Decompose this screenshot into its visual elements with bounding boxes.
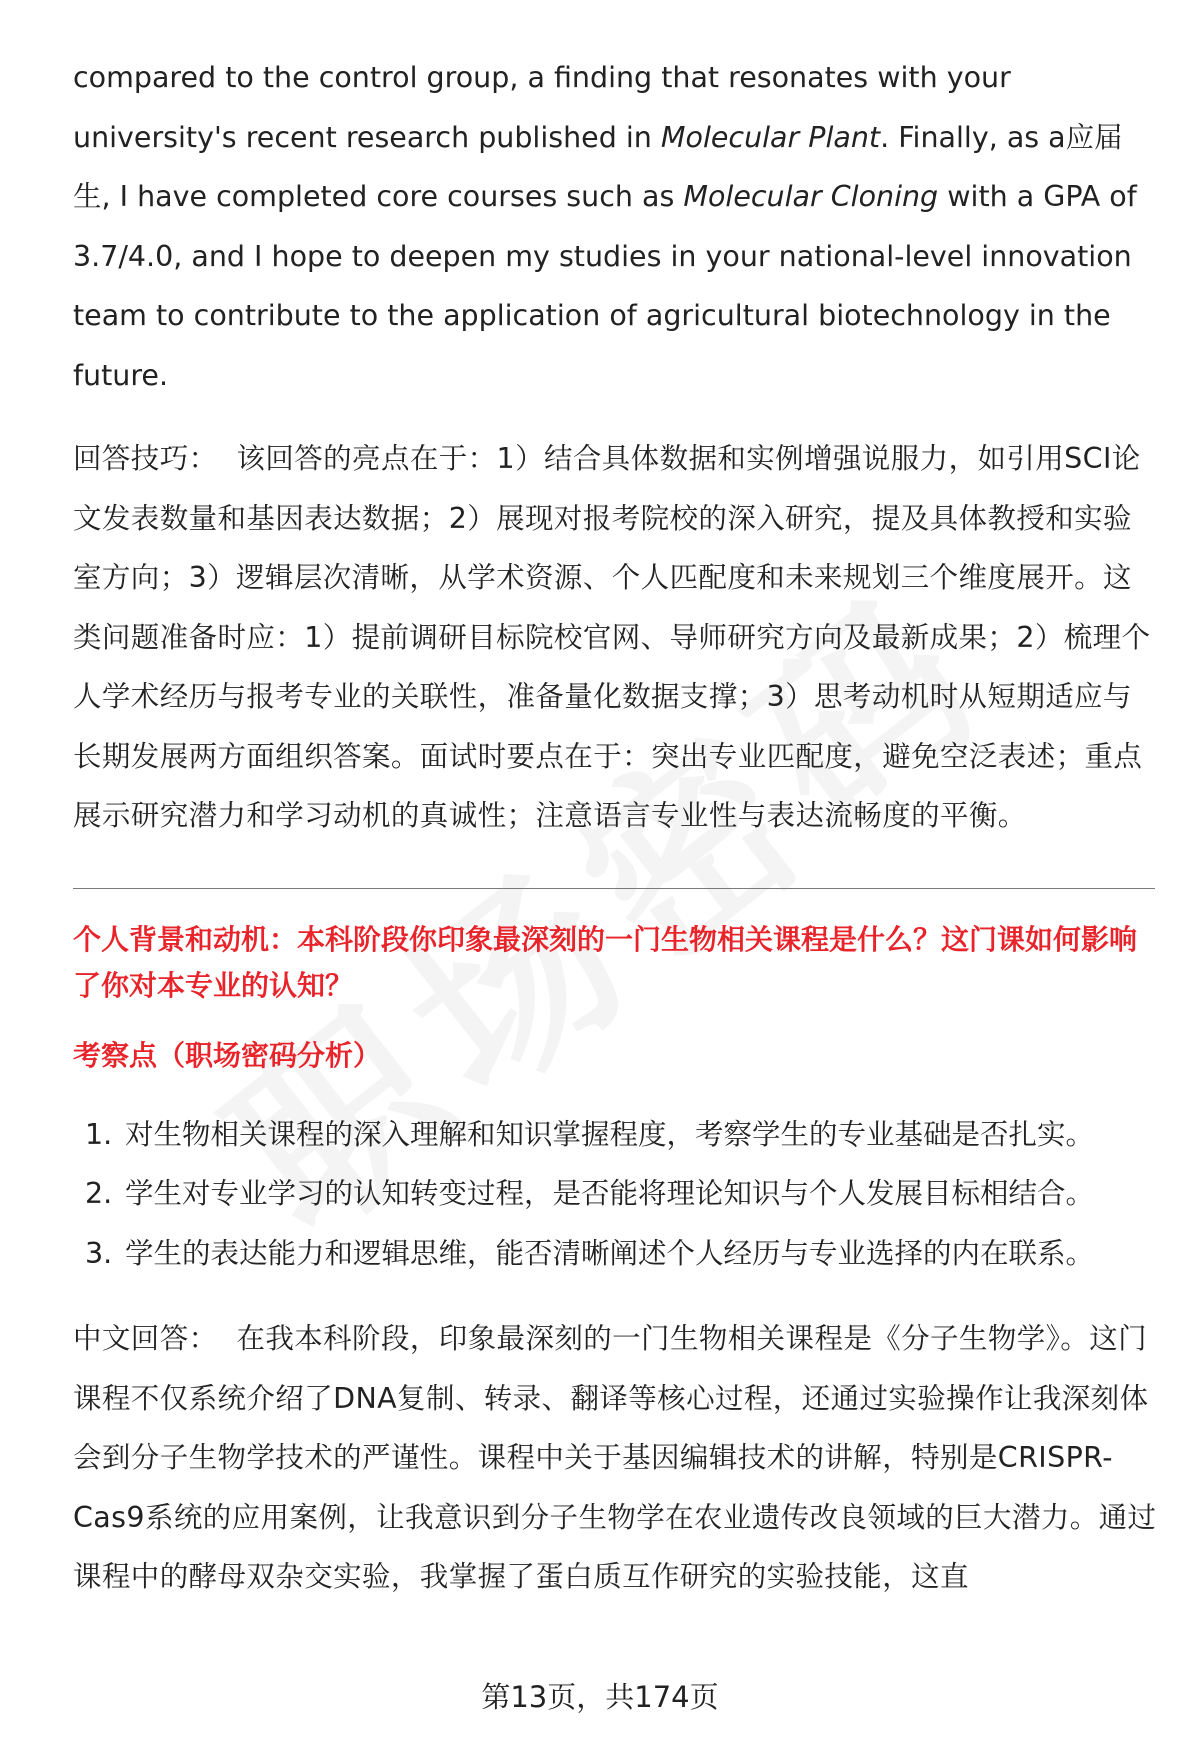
chinese-answer-label: 中文回答：	[73, 1322, 218, 1355]
answer-tips-text: 该回答的亮点在于：1）结合具体数据和实例增强说服力，如引用SCI论文发表数量和基因表达数据；2）展现对报考院校的深入研究，提及具体教授和实验室方向；3）逻辑层次清晰，从学术资源、个人匹配度和未来规划三个维度展开。这类问题准备时应：1）提前调研目标院校官网、导师研究方向及最新成果；2）梳理个人学术经历与报考专业的关联性，准备量化数据支撑；3）思考动机时从短期适应与长期发展两方面组织答案。面试时要点在于：突出专业匹配度，避免空泛表述；重点展示研究潜力和学习动机的真诚性；注意语言专业性与表达流畅度的平衡。	[73, 442, 1151, 832]
continuation-text-3: with a GPA of 3.7/4.0, and I hope to deepen my studies in your national-level innovation team to contribute to the application of agricultural biotechnology in the future.	[73, 180, 1137, 392]
list-item-number: 2.	[85, 1177, 113, 1210]
section-divider	[73, 888, 1155, 889]
document-page	[73, 48, 1158, 1607]
continuation-text-2: . Finally, as a应届生, I have completed core courses such as	[73, 120, 1123, 213]
course-name: Molecular Cloning	[683, 180, 939, 213]
journal-name: Molecular Plant	[660, 120, 881, 154]
list-item-text: 学生的表达能力和逻辑思维，能否清晰阐述个人经历与专业选择的内在联系。	[125, 1236, 1095, 1270]
continuation-text-1: compared to the control group, a finding that resonates with your university's recent research published in	[73, 61, 1011, 154]
list-item	[73, 1164, 1158, 1224]
list-item	[73, 1224, 1158, 1284]
chinese-answer-text: 在我本科阶段，印象最深刻的一门生物相关课程是《分子生物学》。这门课程不仅系统介绍了DNA复制、转录、翻译等核心过程，还通过实验操作让我深刻体会到分子生物学技术的严谨性。课程中关于基因编辑技术的讲解，特别是CRISPR-Cas9系统的应用案例，让我意识到分子生物学在农业遗传改良领域的巨大潜力。通过课程中的酵母双杂交实验，我掌握了蛋白质互作研究的实验技能，这直	[73, 1322, 1157, 1593]
list-item-text: 学生对专业学习的认知转变过程，是否能将理论知识与个人发展目标相结合。	[125, 1177, 1095, 1210]
question-title: 个人背景和动机：本科阶段你印象最深刻的一门生物相关课程是什么？这门课如何影响了你对本专业的认知？	[73, 922, 1138, 1002]
list-item-number: 3.	[85, 1236, 113, 1270]
list-item-text: 对生物相关课程的深入理解和知识掌握程度，考察学生的专业基础是否扎实。	[125, 1117, 1095, 1151]
list-item	[73, 1105, 1158, 1165]
chinese-answer-paragraph	[73, 1309, 1158, 1607]
list-item-number: 1.	[85, 1117, 113, 1151]
english-answer-continuation	[73, 48, 1158, 405]
assessment-points-list	[73, 1105, 1158, 1284]
page-number-footer: 第13页，共174页	[0, 1677, 1200, 1717]
answer-tips-paragraph	[73, 429, 1158, 846]
answer-tips-label: 回答技巧：	[73, 442, 218, 475]
assessment-points-heading: 考察点（职场密码分析）	[73, 1038, 382, 1072]
